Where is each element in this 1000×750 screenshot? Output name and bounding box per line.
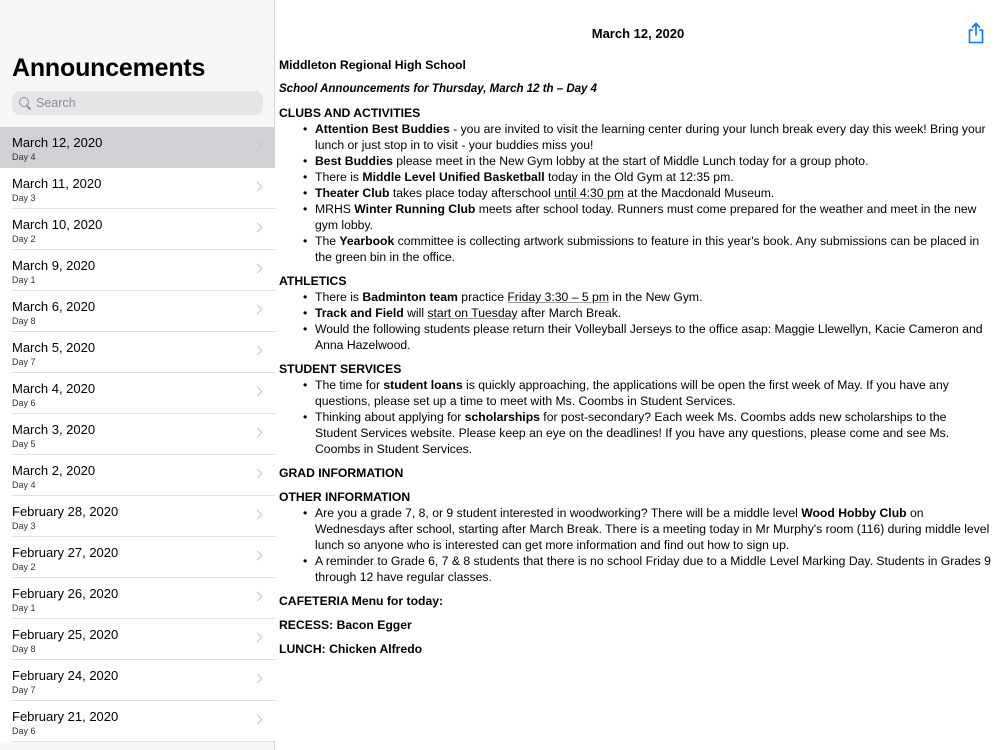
list-item-date: February 26, 2020 [12, 586, 119, 601]
chevron-right-icon [253, 469, 263, 479]
list-item-day: Day 4 [12, 152, 36, 162]
list-item: • The Yearbook committee is collecting artwork submissions to feature in this year's book. Any submissions can be placed in the green bin in the office. [303, 233, 991, 265]
list-item-date: March 9, 2020 [12, 258, 96, 273]
clubs-list [303, 121, 991, 265]
announcement-list-item[interactable] [0, 660, 275, 701]
detail-pane [276, 0, 1000, 750]
chevron-right-icon [253, 182, 263, 192]
chevron-right-icon [253, 141, 263, 151]
list-item-date: March 10, 2020 [12, 217, 103, 232]
list-item-day: Day 6 [12, 398, 36, 408]
list-item: • MRHS Winter Running Club meets after school today. Runners must come prepared for the weather and meet in the new gym lobby. [303, 201, 991, 233]
list-item-date: February 21, 2020 [12, 709, 119, 724]
section-heading-student-services: STUDENT SERVICES [279, 362, 402, 376]
announcement-body [279, 57, 991, 665]
list-item: • Track and Field will start on Tuesday after March Break. [303, 305, 991, 321]
announcement-list-item[interactable] [0, 537, 275, 578]
announcement-list-item[interactable] [0, 291, 275, 332]
section-heading-grad: GRAD INFORMATION [279, 466, 404, 480]
detected-date-link[interactable]: start on Tuesday [427, 306, 518, 320]
detected-time-link[interactable]: until 4:30 pm [554, 186, 624, 200]
search-icon [18, 96, 32, 110]
announcement-list-item[interactable] [0, 455, 275, 496]
announcement-list-item[interactable] [0, 250, 275, 291]
list-item-date: February 28, 2020 [12, 504, 119, 519]
list-item: • There is Badminton team practice Friday 3:30 – 5 pm in the New Gym. [303, 289, 991, 305]
chevron-right-icon [253, 346, 263, 356]
sidebar [0, 0, 275, 750]
announcement-list-item[interactable] [0, 332, 275, 373]
announcement-list-item[interactable] [0, 619, 275, 660]
search-bar[interactable] [12, 91, 263, 115]
list-item-date: March 2, 2020 [12, 463, 96, 478]
chevron-right-icon [253, 510, 263, 520]
list-item: • Thinking about applying for scholarships for post-secondary? Each week Ms. Coombs adds new scholarships to the Student Services website. Please keep an eye on the deadlines! If you have any questions, please come and see Ms. Coombs in Student Services. [303, 409, 991, 457]
section-heading-athletics: ATHLETICS [279, 274, 347, 288]
list-item-date: March 11, 2020 [12, 176, 102, 191]
announcement-list-item[interactable] [0, 701, 275, 742]
announcement-list-item[interactable] [0, 168, 275, 209]
cafeteria-heading: CAFETERIA Menu for today: [279, 594, 444, 608]
section-heading-clubs: CLUBS AND ACTIVITIES [279, 106, 421, 120]
student-services-list [303, 377, 991, 457]
list-item-date: March 5, 2020 [12, 340, 96, 355]
row-separator [12, 741, 275, 742]
list-item: • Attention Best Buddies - you are invited to visit the learning center during your lunch break every day this week! Bring your lunch or just stop in to visit - your buddies miss you! [303, 121, 991, 153]
announcement-subtitle: School Announcements for Thursday, March 12 th – Day 4 [279, 83, 598, 95]
list-item-day: Day 8 [12, 644, 36, 654]
section-heading-other: OTHER INFORMATION [279, 490, 411, 504]
list-item-date: March 4, 2020 [12, 381, 96, 396]
announcement-list [0, 127, 275, 742]
list-item-day: Day 1 [12, 275, 36, 285]
list-item-date: March 6, 2020 [12, 299, 96, 314]
list-item-date: March 3, 2020 [12, 422, 96, 437]
chevron-right-icon [253, 633, 263, 643]
list-item: • A reminder to Grade 6, 7 & 8 students that there is no school Friday due to a Middle Level Marking Day. Students in Grades 9 through 12 have regular classes. [303, 553, 991, 585]
announcement-list-item[interactable] [0, 209, 275, 250]
chevron-right-icon [253, 387, 263, 397]
list-item: • Are you a grade 7, 8, or 9 student interested in woodworking? There will be a middle level Wood Hobby Club on Wednesdays after school, starting after March Break. There is a meeting today in Mr Murphy's room (116) during middle level lunch so anyone who is interested can get more information and find out how to sign up. [303, 505, 991, 553]
chevron-right-icon [253, 305, 263, 315]
search-input[interactable] [36, 96, 246, 110]
list-item-date: March 12, 2020 [12, 135, 103, 150]
list-item-day: Day 8 [12, 316, 36, 326]
list-item-day: Day 3 [12, 521, 36, 531]
list-item-day: Day 7 [12, 685, 36, 695]
school-name: Middleton Regional High School [279, 58, 466, 72]
detected-time-link[interactable]: Friday 3:30 – 5 pm [507, 290, 609, 304]
nav-title: March 12, 2020 [591, 26, 685, 41]
announcement-list-item[interactable] [0, 578, 275, 619]
chevron-right-icon [253, 715, 263, 725]
list-item-date: February 25, 2020 [12, 627, 119, 642]
list-item: • Best Buddies please meet in the New Gym lobby at the start of Middle Lunch today for a group photo. [303, 153, 991, 169]
chevron-right-icon [253, 223, 263, 233]
list-item-date: February 27, 2020 [12, 545, 119, 560]
athletics-list [303, 289, 991, 353]
list-item-day: Day 5 [12, 439, 36, 449]
sidebar-title: Announcements [12, 54, 206, 82]
list-item-day: Day 6 [12, 726, 36, 736]
announcement-list-item[interactable] [0, 127, 275, 168]
chevron-right-icon [253, 551, 263, 561]
announcement-list-item[interactable] [0, 496, 275, 537]
chevron-right-icon [253, 428, 263, 438]
list-item: • There is Middle Level Unified Basketball today in the Old Gym at 12:35 pm. [303, 169, 991, 185]
list-item: • Would the following students please return their Volleyball Jerseys to the office asap: Maggie Llewellyn, Kacie Cameron and Anna Hazelwood. [303, 321, 991, 353]
announcement-list-item[interactable] [0, 373, 275, 414]
recess-menu: RECESS: Bacon Egger [279, 618, 412, 632]
list-item-day: Day 2 [12, 562, 36, 572]
chevron-right-icon [253, 264, 263, 274]
list-item: • Theater Club takes place today afterschool until 4:30 pm at the Macdonald Museum. [303, 185, 991, 201]
list-item-day: Day 4 [12, 480, 36, 490]
chevron-right-icon [253, 674, 263, 684]
list-item-date: February 24, 2020 [12, 668, 119, 683]
list-item-day: Day 7 [12, 357, 36, 367]
chevron-right-icon [253, 592, 263, 602]
announcement-list-item[interactable] [0, 414, 275, 455]
share-icon[interactable] [967, 22, 985, 44]
other-list [303, 505, 991, 585]
list-item: • The time for student loans is quickly approaching, the applications will be open the first week of May. If you have any questions, please set up a time to meet with Ms. Coombs in Student Services. [303, 377, 991, 409]
list-item-day: Day 2 [12, 234, 36, 244]
lunch-menu: LUNCH: Chicken Alfredo [279, 642, 423, 656]
list-item-day: Day 3 [12, 193, 36, 203]
list-item-day: Day 1 [12, 603, 36, 613]
